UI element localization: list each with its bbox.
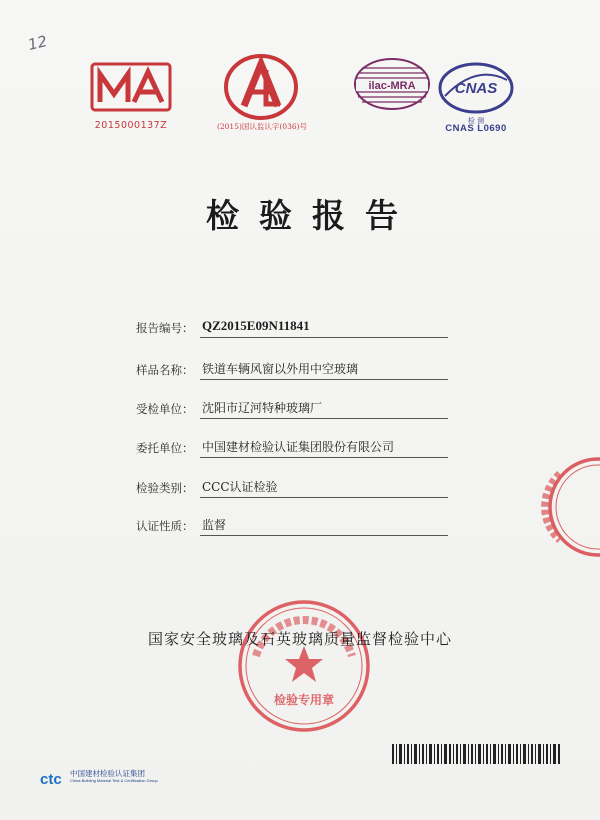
report-title: 检验报告 <box>206 196 418 235</box>
inspection-type-value: CCC认证检验 <box>202 480 278 494</box>
cma-code: 2015000137Z <box>94 120 168 131</box>
cnas-text: CNAS <box>454 80 498 97</box>
cal-code: (2015)国认监认字(036)号 <box>216 122 308 131</box>
cma-logo-icon <box>90 60 172 116</box>
footer-org-en: China Building Material Test & Certification Group <box>70 778 158 783</box>
field-certification-nature <box>136 516 456 538</box>
field-label: 报告编号： <box>136 321 194 335</box>
cal-logo-icon <box>222 52 300 122</box>
partial-seal-icon <box>538 452 600 562</box>
field-inspection-type <box>136 478 456 500</box>
barcode-icon <box>392 744 562 764</box>
commissioning-unit-value: 中国建材检验认证集团股份有限公司 <box>202 440 395 454</box>
seal-text: 检验专用章 <box>273 693 335 707</box>
underline <box>200 535 448 536</box>
cnas-code: CNAS L0690 <box>445 123 507 134</box>
field-label: 检验类别： <box>136 481 194 495</box>
underline <box>200 497 448 498</box>
underline <box>200 379 448 380</box>
cnas-sub-label: 检 测 <box>467 117 485 125</box>
field-commissioning-unit <box>136 438 456 460</box>
ilac-mra-logo-icon <box>352 56 432 112</box>
inspected-unit-value: 沈阳市辽河特种玻璃厂 <box>202 401 323 415</box>
field-report-number <box>136 318 456 340</box>
cnas-logo-icon <box>437 60 515 116</box>
official-seal-icon <box>234 596 374 736</box>
ctc-logo-icon <box>40 768 72 790</box>
certification-nature-value: 监督 <box>202 518 227 532</box>
ctc-logo-text: ctc <box>40 771 62 788</box>
field-inspected-unit <box>136 399 456 421</box>
field-sample-name <box>136 360 456 382</box>
field-label: 认证性质： <box>136 519 194 533</box>
field-label: 样品名称： <box>136 363 194 377</box>
handwritten-note: 12 <box>26 31 49 55</box>
field-label: 委托单位： <box>136 441 194 455</box>
ilac-mra-text: ilac-MRA <box>368 80 416 92</box>
footer-org-cn: 中国建材检验认证集团 <box>70 769 145 778</box>
underline <box>200 457 448 458</box>
underline <box>200 418 448 419</box>
field-label: 受检单位： <box>136 402 194 416</box>
sample-name-value: 铁道车辆风窗以外用中空玻璃 <box>202 362 359 376</box>
underline <box>200 337 448 338</box>
issuing-center-name: 国家安全玻璃及石英玻璃质量监督检验中心 <box>147 630 452 648</box>
report-number-value: QZ2015E09N11841 <box>202 318 310 333</box>
